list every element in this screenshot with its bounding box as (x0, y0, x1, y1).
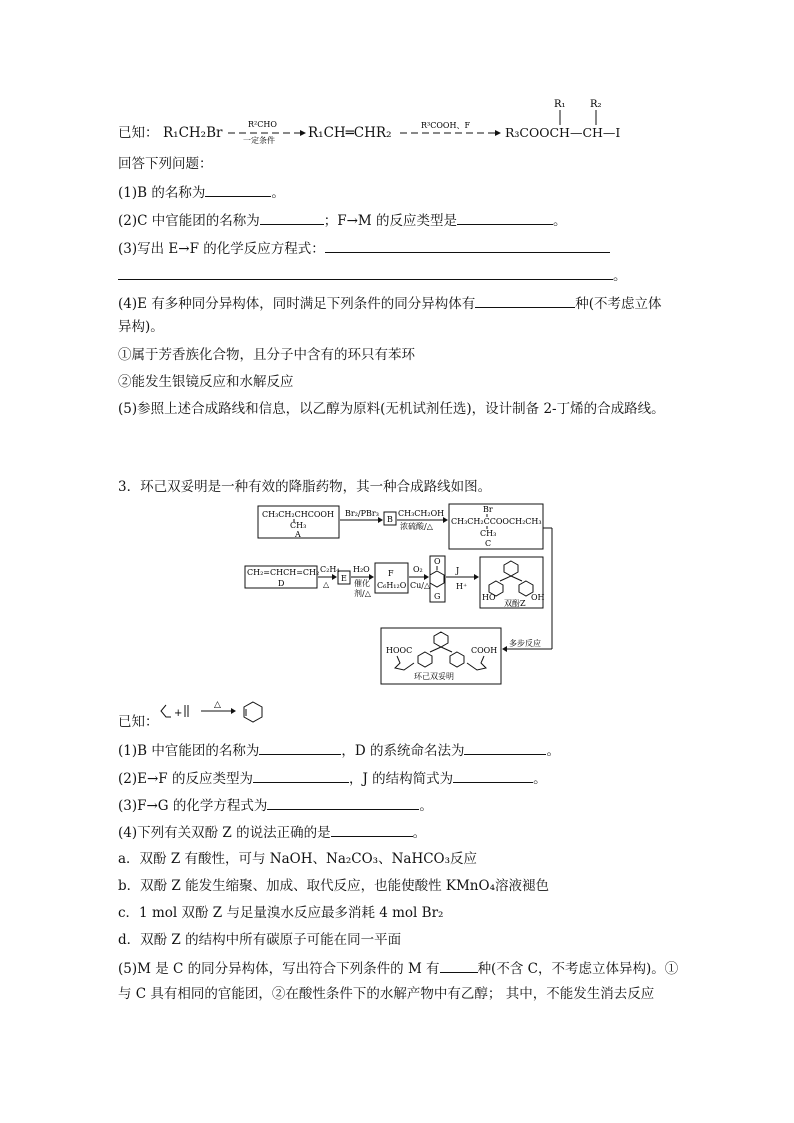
answer-blank-2b[interactable] (457, 210, 553, 225)
box-c (449, 504, 543, 549)
answer-blank-1[interactable] (205, 182, 271, 197)
multi-step-label: 多步反应 (509, 639, 541, 648)
option-a: a．双酚 Z 有酸性，可与 NaOH、Na₂CO₃、NaHCO₃反应 (118, 851, 478, 867)
answer-blank-s3[interactable] (267, 795, 419, 810)
option-d: d．双酚 Z 的结构中所有碳原子可能在同一平面 (118, 932, 402, 948)
reagent-acid: 浓硫酸/△ (400, 522, 433, 531)
question-4a-text: (4)E 有多种同分异构体，同时满足下列条件的同分异构体有 (118, 296, 476, 312)
c-formula: CH₃CH₂CCOOCH₂CH₃ (451, 517, 542, 526)
question-2 (118, 210, 567, 230)
reagent-j: J (456, 566, 460, 575)
product-ester: R₃COOCH—CH—I (505, 125, 621, 140)
q3-title: 3．环己双妥明是一种有效的降脂药物，其一种合成路线如图。 (118, 479, 492, 495)
b-label: B (387, 515, 393, 524)
reagent-ethanol: CH₃CH₂OH (398, 509, 445, 518)
sub-question-1a: (1)B 中官能团的名称为 (118, 743, 260, 759)
product-label: 环己双妥明 (414, 672, 454, 681)
plus-sign: + (174, 708, 183, 719)
d-formula: CH₂=CHCH=CH₂ (247, 568, 320, 577)
a-formula: CH₃CH₂CHCOOH (262, 510, 334, 519)
z-label: 双酚Z (504, 599, 526, 608)
reagent-cu: Cu/△ (410, 581, 431, 590)
question-3-line2 (118, 265, 627, 285)
reagent-catalyst-2: 剂/△ (354, 589, 371, 598)
known2-prefix: 已知： (118, 714, 159, 730)
sub-r2: R₂ (590, 99, 602, 110)
condition-2: ②能发生银镜反应和水解反应 (118, 374, 294, 390)
answer-blank-s1b[interactable] (464, 740, 546, 755)
question-2b-text: ；F→M 的反应类型是 (323, 213, 458, 229)
sub-question-2b: ，J 的结构简式为 (348, 771, 454, 787)
heat-sign: △ (214, 700, 221, 710)
product-cooh: COOH (471, 646, 498, 655)
synthesis-scheme (0, 495, 794, 695)
f-formula: C₆H₁₂O (377, 581, 407, 590)
reagent-catalyst-1: 催化 (354, 579, 370, 588)
sub-question-5a: (5)M 是 C 的同分异构体，写出符合下列条件的 M 有 (118, 961, 440, 977)
answer-blank-3a[interactable] (325, 238, 610, 253)
period: 。 (271, 185, 285, 201)
option-b: b．双酚 Z 能发生缩聚、加成、取代反应，也能使酸性 KMnO₄溶液褪色 (118, 878, 549, 894)
question-4 (118, 293, 662, 313)
reagent-c2h4: C₂H₄ (320, 565, 340, 574)
condition-1: ①属于芳香族化合物，且分子中含有的环只有苯环 (118, 347, 415, 363)
question-3 (118, 238, 610, 258)
known-reaction-1 (0, 0, 794, 150)
sub-question-2a: (2)E→F 的反应类型为 (118, 771, 253, 787)
g-label: G (434, 592, 441, 601)
c-br: Br (483, 505, 493, 514)
question-1 (118, 182, 285, 202)
question-3-text: (3)写出 E→F 的化学反应方程式： (118, 241, 325, 257)
reactant-r1ch2br: R₁CH₂Br (163, 125, 223, 141)
intermediate-alkene: R₁CH═CHR₂ (308, 125, 392, 141)
period: 。 (412, 825, 427, 841)
answer-blank-s4[interactable] (331, 822, 413, 837)
answer-blank-s1a[interactable] (259, 740, 341, 755)
answer-blank-s2b[interactable] (453, 768, 533, 783)
sub-question-5 (118, 958, 678, 978)
sub-question-3-text: (3)F→G 的化学方程式为 (118, 798, 268, 814)
reagent-h-plus: H⁺ (456, 582, 468, 591)
period: 。 (533, 771, 547, 787)
a-ch3: CH₃ (290, 521, 307, 530)
sub-question-5c: 与 C 具有相同的官能团，②在酸性条件下的水解产物中有乙醇； 其中，不能发生消去反应 (118, 986, 655, 1002)
c-ch3: CH₃ (480, 529, 497, 538)
question-5: (5)参照上述合成路线和信息，以乙醇为原料(无机试剂任选)，设计制备 2-丁烯的合成路线。 (118, 401, 665, 417)
intro-text: 回答下列问题： (118, 156, 213, 172)
cond2-top: R³COOH、F (421, 121, 470, 130)
answer-blank-4[interactable] (475, 293, 575, 308)
f-label: F (388, 569, 394, 578)
sub-question-4 (118, 822, 426, 842)
period: 。 (419, 798, 433, 814)
reagent-o2: O₂ (413, 565, 423, 574)
sub-question-4-text: (4)下列有关双酚 Z 的说法正确的是 (118, 825, 331, 841)
question-1-text: (1)B 的名称为 (118, 185, 206, 201)
e-label: E (341, 574, 347, 583)
product-hooc: HOOC (386, 646, 413, 655)
question-4c-text: 异构)。 (118, 319, 164, 335)
d-label: D (278, 579, 285, 588)
period: 。 (613, 268, 627, 284)
a-label: A (295, 530, 301, 539)
option-c: c．1 mol 双酚 Z 与足量溴水反应最多消耗 4 mol Br₂ (118, 905, 444, 921)
g-oxygen: O (434, 557, 441, 566)
known-prefix: 已知： (118, 125, 159, 141)
known-reaction-arrows (0, 0, 794, 150)
z-oh: OH (531, 593, 545, 602)
c-label: C (485, 539, 492, 548)
sub-question-2 (118, 768, 547, 788)
diels-alder-known (158, 697, 298, 727)
answer-blank-s2a[interactable] (253, 768, 349, 783)
cond1-bottom: 一定条件 (243, 136, 275, 145)
answer-blank-3b[interactable] (118, 265, 613, 280)
z-ho: HO (482, 593, 496, 602)
sub-question-5b: 种(不含 C，不考虑立体异构)。① (477, 961, 679, 977)
cyclohexene-ring (244, 702, 262, 722)
reagent-br2: Br₂/PBr₃ (345, 509, 379, 518)
question-4b-text: 种(不考虑立体 (575, 296, 662, 312)
cyclohexanone-ring (430, 571, 444, 587)
question-2a-text: (2)C 中官能团的名称为 (118, 213, 260, 229)
sub-question-1 (118, 740, 560, 760)
answer-blank-2a[interactable] (260, 210, 324, 225)
period: 。 (546, 743, 560, 759)
sub-r1: R₁ (554, 99, 566, 110)
answer-blank-s5[interactable] (440, 958, 478, 973)
sub-question-3 (118, 795, 433, 815)
cond1-top: R²CHO (248, 120, 277, 129)
reagent-h2o: H₂O (353, 565, 370, 574)
reagent-heat-1: △ (323, 580, 330, 589)
period: 。 (553, 213, 567, 229)
sub-question-1b: ，D 的系统命名法为 (341, 743, 465, 759)
